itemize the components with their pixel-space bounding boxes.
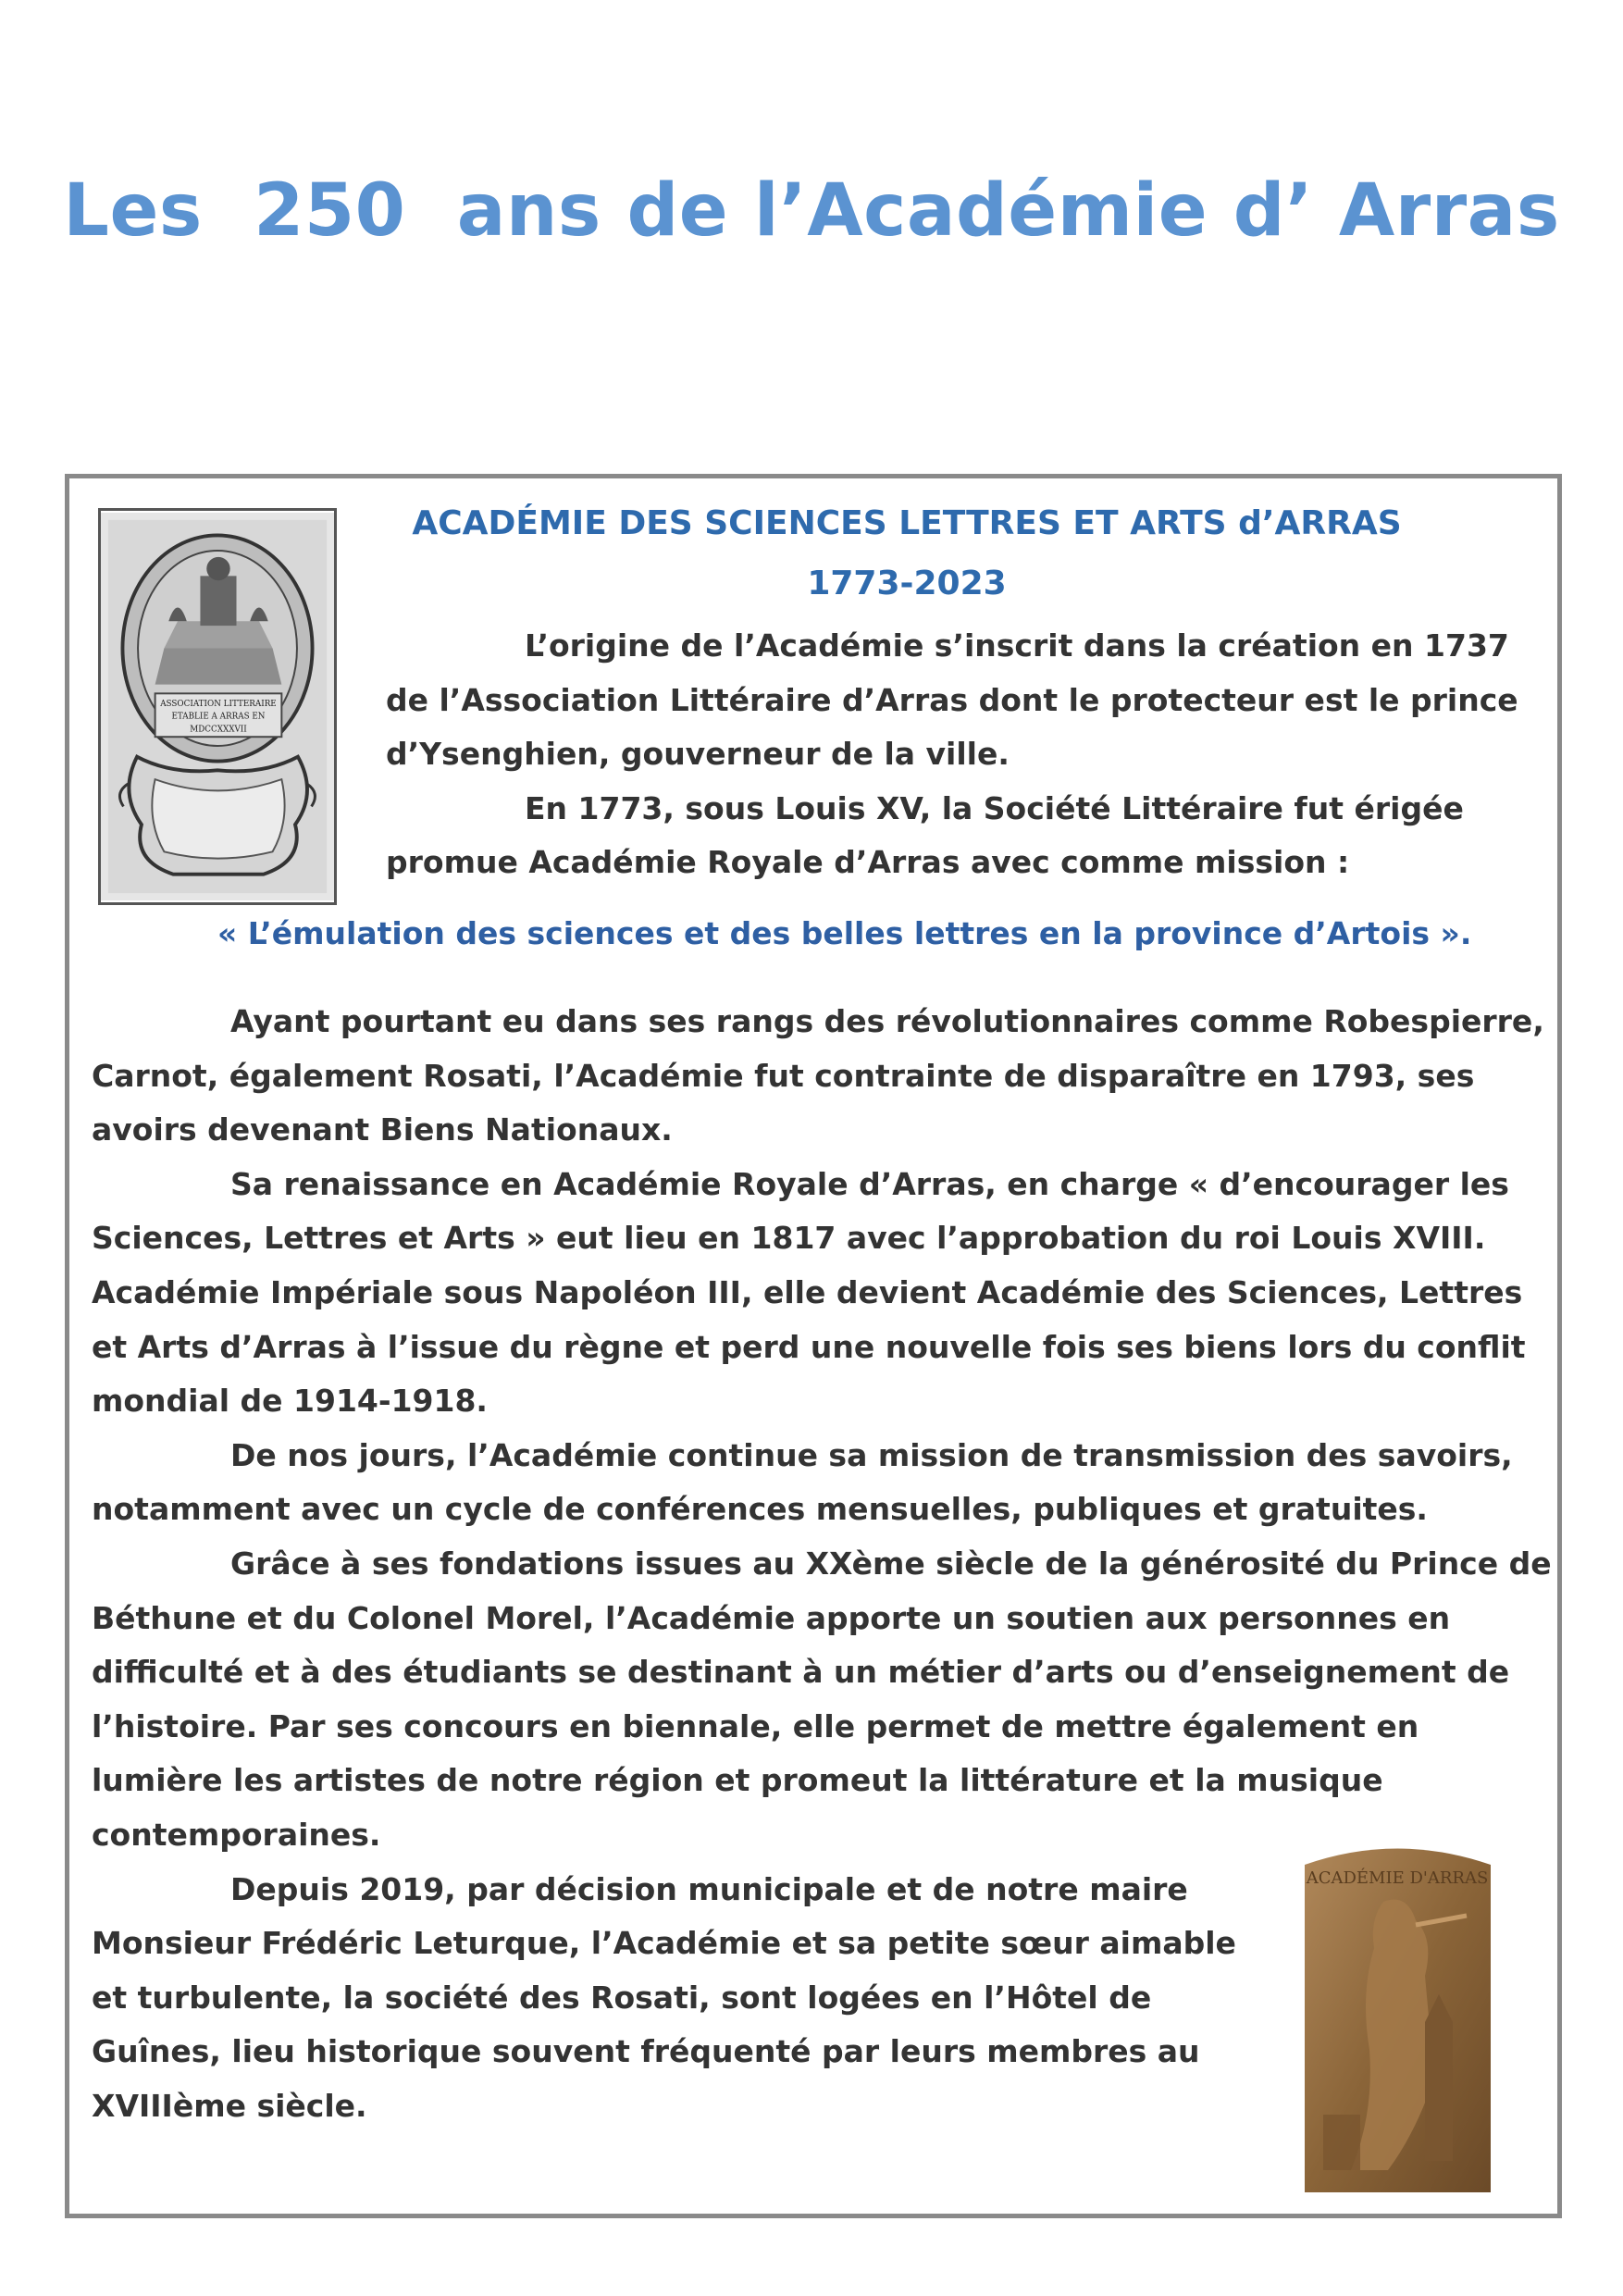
body-paragraph: Depuis 2019, par décision municipale et de notre maire Monsieur Frédéric Leturque, l’Académie et sa petite sœur aimable et turbulente, la société des Rosati, sont logées en l’Hôtel de Guînes, lieu historique souvent fréquenté par leurs membres au XVIIIème siècle. xyxy=(92,1870,1236,2124)
medal-image xyxy=(1295,1837,1500,2192)
intro-paragraph: En 1773, sous Louis XV, la Société Littéraire fut érigée promue Académie Royale d’Arras avec comme mission : xyxy=(386,789,1464,880)
intro-paragraph: L’origine de l’Académie s’inscrit dans la création en 1737 de l’Association Littéraire d’Arras dont le protecteur est le prince d’Ysenghien, gouverneur de la ville. xyxy=(386,627,1518,772)
page-title: Les 250 ans de l’Académie d’ Arras xyxy=(63,169,1560,253)
engraving-image xyxy=(98,508,337,905)
engraving-caption-line-3: MDCCXXXVII xyxy=(190,725,247,735)
body-paragraph: Ayant pourtant eu dans ses rangs des révolutionnaires comme Robespierre, Carnot, également Rosati, l’Académie fut contrainte de disparaître en 1793, ses avoirs devenant Biens Nationaux. xyxy=(92,1003,1544,1148)
body-paragraph: Sa renaissance en Académie Royale d’Arras, en charge « d’encourager les Sciences, Lettres et Arts » eut lieu en 1817 avec l’approbation du roi Louis XVIII. Académie Impériale sous Napoléon III, elle devient Académie des Sciences, Lettres et Arts d’Arras à l’issue du règne et perd une nouvelle fois ses biens lors du conflit mondial de 1914-1918. xyxy=(92,1165,1526,1420)
medal-inscription: ACADÉMIE D'ARRAS xyxy=(1306,1868,1489,1888)
mission-quote: « L’émulation des sciences et des belles lettres en la province d’Artois ». xyxy=(217,915,1472,951)
section-heading: ACADÉMIE DES SCIENCES LETTRES ET ARTS d’ARRAS xyxy=(412,504,1402,542)
content-frame xyxy=(65,474,1562,2218)
intro-text xyxy=(386,619,1542,890)
section-years: 1773-2023 xyxy=(807,565,1007,602)
body-paragraph: De nos jours, l’Académie continue sa mission de transmission des savoirs, notamment avec un cycle de conférences mensuelles, publiques et gratuites. xyxy=(92,1436,1513,1528)
engraving-caption-line-1: ASSOCIATION LITTERAIRE xyxy=(160,700,277,710)
body-paragraph: Grâce à ses fondations issues au XXème siècle de la générosité du Prince de Béthune et du Colonel Morel, l’Académie apporte un soutien aux personnes en difficulté et à des étudiants se destinant à un métier d’arts ou d’enseignement de l’histoire. Par ses concours en biennale, elle permet de mettre également en lumière les artistes de notre région et promeut la littérature et la musique contemporaines. xyxy=(92,1545,1552,1853)
engraving-caption-line-2: ETABLIE A ARRAS EN xyxy=(171,712,266,722)
